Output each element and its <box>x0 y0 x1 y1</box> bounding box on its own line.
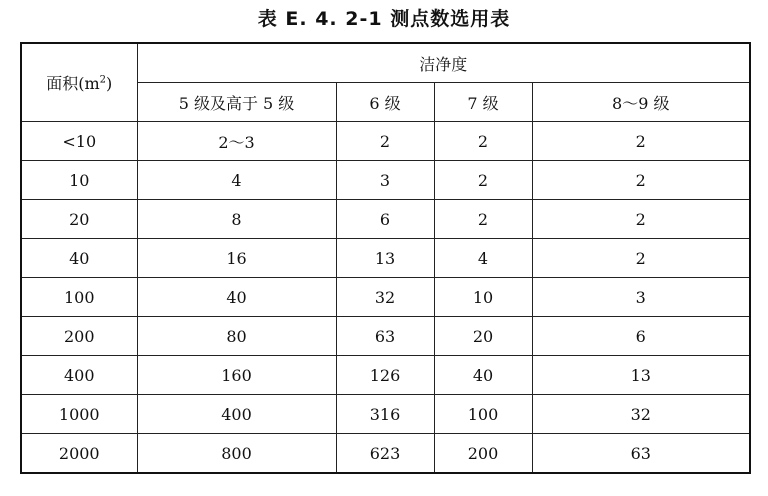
value-cell: 63 <box>336 317 434 356</box>
area-cell: 20 <box>21 200 137 239</box>
value-cell: 4 <box>137 161 336 200</box>
value-cell: 6 <box>532 317 750 356</box>
table-row <box>21 434 750 474</box>
value-cell: 63 <box>532 434 750 474</box>
value-cell: 13 <box>336 239 434 278</box>
header-row-group <box>21 43 750 83</box>
area-cell: 1000 <box>21 395 137 434</box>
value-cell: 126 <box>336 356 434 395</box>
table-row <box>21 356 750 395</box>
value-cell: 2 <box>434 200 532 239</box>
area-cell: 100 <box>21 278 137 317</box>
column-header-class-6: 6 级 <box>336 83 434 122</box>
value-cell: 100 <box>434 395 532 434</box>
value-cell: 8 <box>137 200 336 239</box>
value-cell: 3 <box>336 161 434 200</box>
value-cell: 400 <box>137 395 336 434</box>
area-header-superscript: 2 <box>99 74 107 86</box>
value-cell: 32 <box>532 395 750 434</box>
value-cell: 13 <box>532 356 750 395</box>
area-column-header <box>21 43 137 122</box>
value-cell: 6 <box>336 200 434 239</box>
value-cell: 10 <box>434 278 532 317</box>
area-cell: 10 <box>21 161 137 200</box>
area-cell: <10 <box>21 122 137 161</box>
value-cell: 2 <box>532 239 750 278</box>
value-cell: 2～3 <box>137 122 336 161</box>
column-header-class-5: 5 级及高于 5 级 <box>137 83 336 122</box>
value-cell: 3 <box>532 278 750 317</box>
value-cell: 2 <box>532 200 750 239</box>
column-header-class-7: 7 级 <box>434 83 532 122</box>
table-row <box>21 239 750 278</box>
value-cell: 2 <box>336 122 434 161</box>
table-title: 表 E. 4. 2-1 测点数选用表 <box>257 8 511 30</box>
area-cell: 2000 <box>21 434 137 474</box>
table-row <box>21 161 750 200</box>
cleanliness-group-header: 洁净度 <box>137 43 750 83</box>
value-cell: 316 <box>336 395 434 434</box>
value-cell: 2 <box>532 161 750 200</box>
table-row <box>21 278 750 317</box>
table-header <box>21 43 750 122</box>
value-cell: 2 <box>434 161 532 200</box>
value-cell: 200 <box>434 434 532 474</box>
area-cell: 200 <box>21 317 137 356</box>
value-cell: 160 <box>137 356 336 395</box>
area-cell: 400 <box>21 356 137 395</box>
column-header-class-8-9: 8～9 级 <box>532 83 750 122</box>
value-cell: 800 <box>137 434 336 474</box>
value-cell: 623 <box>336 434 434 474</box>
value-cell: 40 <box>137 278 336 317</box>
area-cell: 40 <box>21 239 137 278</box>
table-row <box>21 395 750 434</box>
value-cell: 40 <box>434 356 532 395</box>
value-cell: 4 <box>434 239 532 278</box>
table-row <box>21 122 750 161</box>
area-header-suffix: ) <box>106 74 113 93</box>
area-header-prefix: 面积(m <box>46 74 100 93</box>
table-row <box>21 317 750 356</box>
table-body <box>21 122 750 474</box>
value-cell: 2 <box>532 122 750 161</box>
value-cell: 32 <box>336 278 434 317</box>
value-cell: 16 <box>137 239 336 278</box>
value-cell: 2 <box>434 122 532 161</box>
value-cell: 80 <box>137 317 336 356</box>
table-row <box>21 200 750 239</box>
value-cell: 20 <box>434 317 532 356</box>
measurement-points-table <box>20 42 751 474</box>
